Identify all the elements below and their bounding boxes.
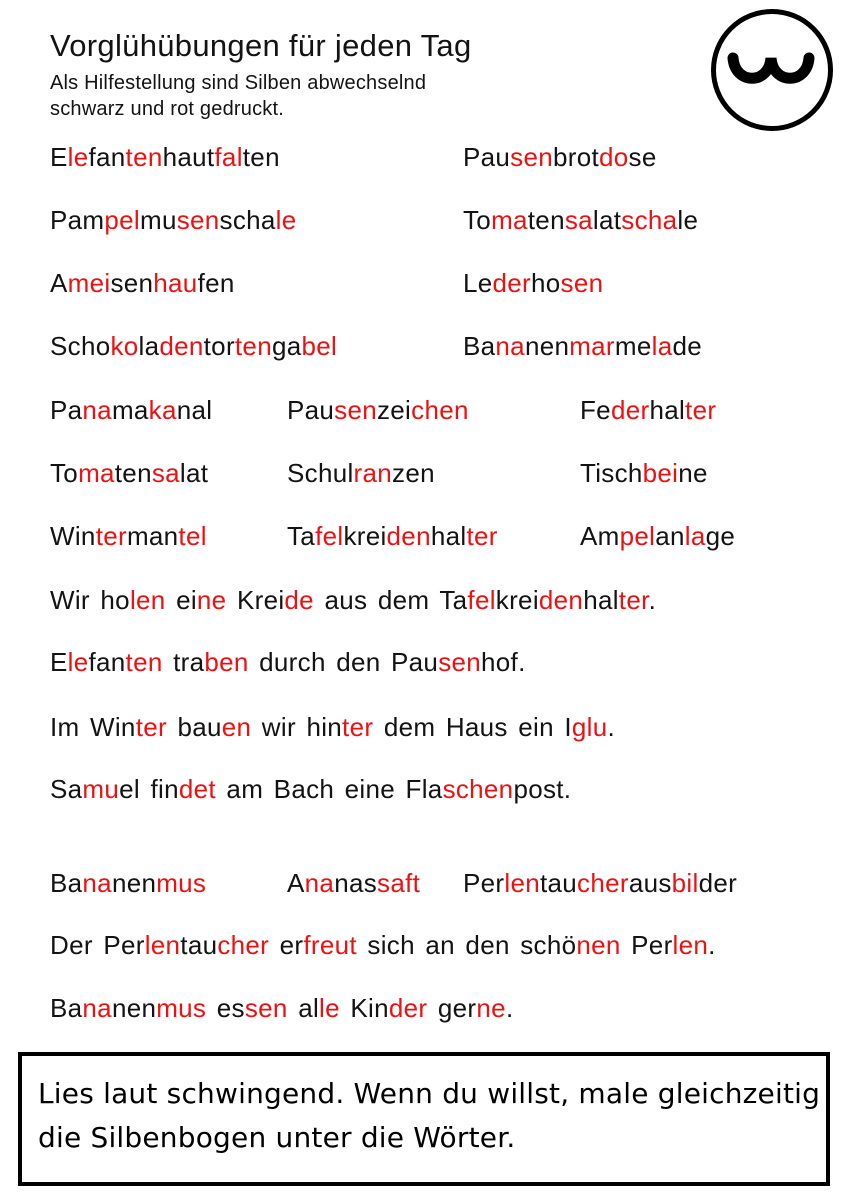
word-line xyxy=(0,519,848,553)
syllable-segment: ter xyxy=(466,521,498,551)
syllable-segment: cher xyxy=(217,930,270,960)
syllable-segment: ten xyxy=(234,331,272,361)
syllable-segment: E xyxy=(50,647,68,677)
syllable-word xyxy=(463,266,603,300)
sentence-line xyxy=(0,772,848,806)
syllable-segment: len xyxy=(144,930,181,960)
syllable-segment: Le xyxy=(463,268,493,298)
syllable-segment: Ba xyxy=(463,331,496,361)
syllable-segment: Ba xyxy=(50,868,83,898)
syllable-segment: Im Win xyxy=(50,712,136,742)
syllable-word xyxy=(287,866,420,900)
syllable-segment: Per xyxy=(620,930,673,960)
word-line xyxy=(0,393,848,427)
syllable-segment: A xyxy=(50,268,68,298)
syllable-segment: det xyxy=(178,774,216,804)
word-line xyxy=(0,456,848,490)
subtitle-line-2: schwarz und rot gedruckt. xyxy=(50,98,284,120)
syllable-segment: Ta xyxy=(439,585,468,615)
syllable-segment: tel xyxy=(178,521,207,551)
syllable-segment: len xyxy=(672,930,709,960)
syllable-word xyxy=(463,140,657,174)
syllable-segment: der xyxy=(492,268,532,298)
syllable-word xyxy=(287,393,469,427)
syllable-segment: le xyxy=(275,205,297,235)
syllable-segment: le xyxy=(67,647,89,677)
syllable-segment: fan xyxy=(88,647,126,677)
syllable-word xyxy=(580,519,735,553)
syllable-segment: ger xyxy=(427,993,477,1023)
syllable-segment: al xyxy=(287,993,320,1023)
sentence xyxy=(50,928,716,962)
syllable-word xyxy=(580,456,708,490)
word-line xyxy=(0,203,848,237)
syllable-segment: ma xyxy=(78,458,115,488)
syllable-segment: do xyxy=(599,142,629,172)
syllable-segment: de xyxy=(672,331,702,361)
syllable-segment: sa xyxy=(564,205,593,235)
syllable-segment: ei xyxy=(176,585,197,615)
syllable-segment: ga xyxy=(271,331,302,361)
syllable-segment: Tisch xyxy=(580,458,643,488)
syllable-segment: hal xyxy=(430,521,467,551)
syllable-segment: den xyxy=(538,585,584,615)
syllable-segment: mus xyxy=(156,993,207,1023)
syllable-segment: zei xyxy=(377,395,412,425)
syllable-segment: tra xyxy=(162,647,205,677)
syllable-segment: nas xyxy=(334,868,378,898)
syllable-segment: es xyxy=(206,993,245,1023)
syllable-segment xyxy=(166,585,177,615)
syllable-segment: schen xyxy=(442,774,514,804)
syllable-segment: Pam xyxy=(50,205,105,235)
syllable-segment: ne xyxy=(196,585,227,615)
syllable-segment: tau xyxy=(539,868,578,898)
syllable-segment: fel xyxy=(315,521,344,551)
syllable-segment: na xyxy=(82,993,112,1023)
syllable-segment: ne xyxy=(476,993,506,1023)
syllable-segment: freut xyxy=(303,930,357,960)
syllable-segment: nal xyxy=(176,395,213,425)
syllable-segment: hal xyxy=(649,395,686,425)
syllable-segment: wir hin xyxy=(251,712,343,742)
syllable-word xyxy=(287,519,498,553)
sentence xyxy=(50,710,615,744)
syllable-segment: sen xyxy=(334,395,377,425)
syllable-segment: ten xyxy=(527,205,565,235)
syllable-segment: sich an den schö xyxy=(356,930,577,960)
syllable-segment: len xyxy=(129,585,166,615)
syllable-segment: A xyxy=(287,868,305,898)
syllable-segment: nen xyxy=(576,930,621,960)
syllable-segment: mar xyxy=(569,331,615,361)
syllable-segment: ben xyxy=(204,647,249,677)
syllable-segment: se xyxy=(628,142,657,172)
syllable-segment: ter xyxy=(618,585,649,615)
instruction-line-2: die Silbenbogen unter die Wörter. xyxy=(38,1121,516,1154)
syllable-word xyxy=(50,393,212,427)
instruction-box xyxy=(18,1052,830,1186)
syllable-segment: ko xyxy=(110,331,139,361)
syllable-segment: ten xyxy=(242,142,280,172)
syllable-segment: lat xyxy=(592,205,622,235)
word-line xyxy=(0,329,848,363)
syllable-word xyxy=(50,266,235,300)
sentence-line xyxy=(0,583,848,617)
syllable-segment: sa xyxy=(151,458,180,488)
word-line xyxy=(0,140,848,174)
syllable-segment: er xyxy=(269,930,304,960)
word-line xyxy=(0,866,848,900)
syllable-segment: ten xyxy=(114,458,152,488)
syllable-segment: sen xyxy=(244,993,288,1023)
syllable-segment: fel xyxy=(467,585,496,615)
syllable-segment: ter xyxy=(135,712,167,742)
syllable-segment: Pau xyxy=(287,395,335,425)
syllable-segment: der xyxy=(698,868,738,898)
syllable-segment: hof. xyxy=(481,647,526,677)
syllable-segment: . xyxy=(708,930,716,960)
syllable-segment: Wir xyxy=(50,585,101,615)
syllable-segment: mei xyxy=(67,268,111,298)
syllable-segment: Der Per xyxy=(50,930,145,960)
syllable-segment: la xyxy=(138,331,160,361)
syllable-segment: Am xyxy=(580,521,620,551)
syllable-segment: ran xyxy=(353,458,393,488)
syllable-segment: aus xyxy=(628,868,672,898)
syllable-segment: am Bach eine Fla xyxy=(215,774,443,804)
syllable-segment: na xyxy=(82,395,112,425)
syllable-word xyxy=(50,140,280,174)
syllable-segment: na xyxy=(495,331,525,361)
syllable-segment: Ta xyxy=(287,521,316,551)
word-line xyxy=(0,266,848,300)
syllable-segment: man xyxy=(126,521,179,551)
syllable-segment: fen xyxy=(197,268,235,298)
sentence-line xyxy=(0,645,848,679)
syllable-segment: To xyxy=(463,205,492,235)
syllable-segment: mu xyxy=(139,205,177,235)
syllable-segment: Pau xyxy=(463,142,511,172)
syllable-segment: Scho xyxy=(50,331,111,361)
sentence-line xyxy=(0,710,848,744)
syllable-segment: . xyxy=(505,993,514,1023)
syllable-segment xyxy=(226,585,237,615)
syllable-segment: lat xyxy=(179,458,209,488)
syllable-segment: me xyxy=(614,331,652,361)
syllable-segment: ter xyxy=(342,712,374,742)
page-title: Vorglühübungen für jeden Tag xyxy=(50,28,472,63)
syllable-segment: sen xyxy=(110,268,154,298)
syllable-word xyxy=(50,203,297,237)
syllable-word xyxy=(50,456,208,490)
syllable-segment: brot xyxy=(553,142,600,172)
sentence xyxy=(50,645,526,679)
syllable-segment: haut xyxy=(162,142,215,172)
syllable-segment: Pa xyxy=(50,395,83,425)
syllable-segment: tor xyxy=(203,331,235,361)
syllable-segment: den xyxy=(386,521,431,551)
syllable-segment: len xyxy=(504,868,540,898)
syllable-segment: en xyxy=(221,712,252,742)
syllable-segment: mu xyxy=(82,774,120,804)
syllable-segment: saft xyxy=(377,868,421,898)
syllable-segment: Schul xyxy=(287,458,354,488)
syllable-segment: Per xyxy=(463,868,505,898)
syllable-segment: na xyxy=(304,868,335,898)
syllable-segment: cher xyxy=(577,868,629,898)
sentence-line xyxy=(0,991,848,1025)
syllable-segment: de xyxy=(284,585,314,615)
syllable-segment: ten xyxy=(125,142,163,172)
syllable-segment: der xyxy=(388,993,428,1023)
syllable-segment: post. xyxy=(513,774,572,804)
syllable-segment: ter xyxy=(95,521,127,551)
syllable-segment: sen xyxy=(560,268,604,298)
syllable-segment: sen xyxy=(176,205,220,235)
syllable-word xyxy=(50,866,206,900)
syllable-word xyxy=(463,866,737,900)
syllable-segment: ge xyxy=(705,521,736,551)
syllable-segment: an xyxy=(655,521,685,551)
syllable-segment: glu xyxy=(571,712,608,742)
subtitle-line-1: Als Hilfestellung sind Silben abwechselnd xyxy=(50,72,427,94)
syllable-segment: chen xyxy=(411,395,469,425)
syllable-word xyxy=(50,329,337,363)
syllable-segment: ma xyxy=(491,205,528,235)
syllable-segment: To xyxy=(50,458,79,488)
syllable-segment: Sa xyxy=(50,774,83,804)
syllable-segment: krei xyxy=(495,585,539,615)
syllable-segment: bil xyxy=(671,868,699,898)
syllable-segment: fal xyxy=(214,142,243,172)
syllable-segment: . xyxy=(648,585,657,615)
syllable-segment: dem Haus ein I xyxy=(373,712,572,742)
syllable-segment: le xyxy=(67,142,89,172)
syllable-segment: E xyxy=(50,142,68,172)
syllable-segment: scha xyxy=(621,205,678,235)
syllable-segment: bau xyxy=(166,712,222,742)
syllable-segment: hau xyxy=(153,268,198,298)
syllable-segment: Fe xyxy=(580,395,611,425)
syllable-segment: ter xyxy=(685,395,717,425)
syllable-segment: ho xyxy=(100,585,130,615)
syllable-segment: zen xyxy=(392,458,435,488)
syllable-segment: sen xyxy=(438,647,482,677)
sentence xyxy=(50,991,513,1025)
syllable-segment: den xyxy=(159,331,204,361)
page-subtitle xyxy=(50,70,426,122)
syllable-segment: Pau xyxy=(391,647,439,677)
syllable-segment: fan xyxy=(88,142,126,172)
syllable-segment: nen xyxy=(111,868,157,898)
syllable-segment: ho xyxy=(531,268,561,298)
syllable-segment: ten xyxy=(125,647,163,677)
syllable-segment: Ba xyxy=(50,993,83,1023)
sentence-line xyxy=(0,928,848,962)
syllable-word xyxy=(580,393,716,427)
syllable-segment: le xyxy=(677,205,699,235)
syllable-segment: hal xyxy=(583,585,619,615)
syllable-segment: na xyxy=(82,868,112,898)
syllable-segment: durch den xyxy=(248,647,392,677)
syllable-segment: bei xyxy=(642,458,679,488)
syllable-segment: Krei xyxy=(236,585,285,615)
syllable-segment: der xyxy=(610,395,650,425)
syllable-word xyxy=(463,329,702,363)
sentence xyxy=(50,583,656,617)
syllable-segment: pel xyxy=(104,205,140,235)
syllable-segment: nen xyxy=(524,331,570,361)
syllable-segment: pel xyxy=(619,521,656,551)
syllable-word xyxy=(287,456,435,490)
syllable-segment: ne xyxy=(678,458,708,488)
syllable-segment: ka xyxy=(148,395,177,425)
syllable-segment: Win xyxy=(50,521,96,551)
syllable-segment: la xyxy=(684,521,706,551)
syllable-segment: el fin xyxy=(119,774,179,804)
syllable-segment: Kin xyxy=(339,993,389,1023)
syllable-segment: scha xyxy=(219,205,276,235)
sentence xyxy=(50,772,571,806)
syllable-segment: . xyxy=(607,712,616,742)
syllable-segment: nen xyxy=(111,993,157,1023)
syllable-word xyxy=(50,519,207,553)
syllable-segment: tau xyxy=(180,930,218,960)
syllable-segment: ma xyxy=(111,395,149,425)
syllable-segment: la xyxy=(651,331,673,361)
syllable-segment: aus dem xyxy=(313,585,440,615)
syllable-segment: le xyxy=(319,993,340,1023)
syllable-word xyxy=(463,203,698,237)
syllable-segment: mus xyxy=(156,868,207,898)
syllable-segment: bel xyxy=(301,331,338,361)
syllable-segment: krei xyxy=(343,521,387,551)
silbenbogen-logo-icon xyxy=(706,4,838,136)
instruction-line-1: Lies laut schwingend. Wenn du willst, male gleichzeitig xyxy=(38,1077,821,1110)
syllable-segment: sen xyxy=(510,142,553,172)
